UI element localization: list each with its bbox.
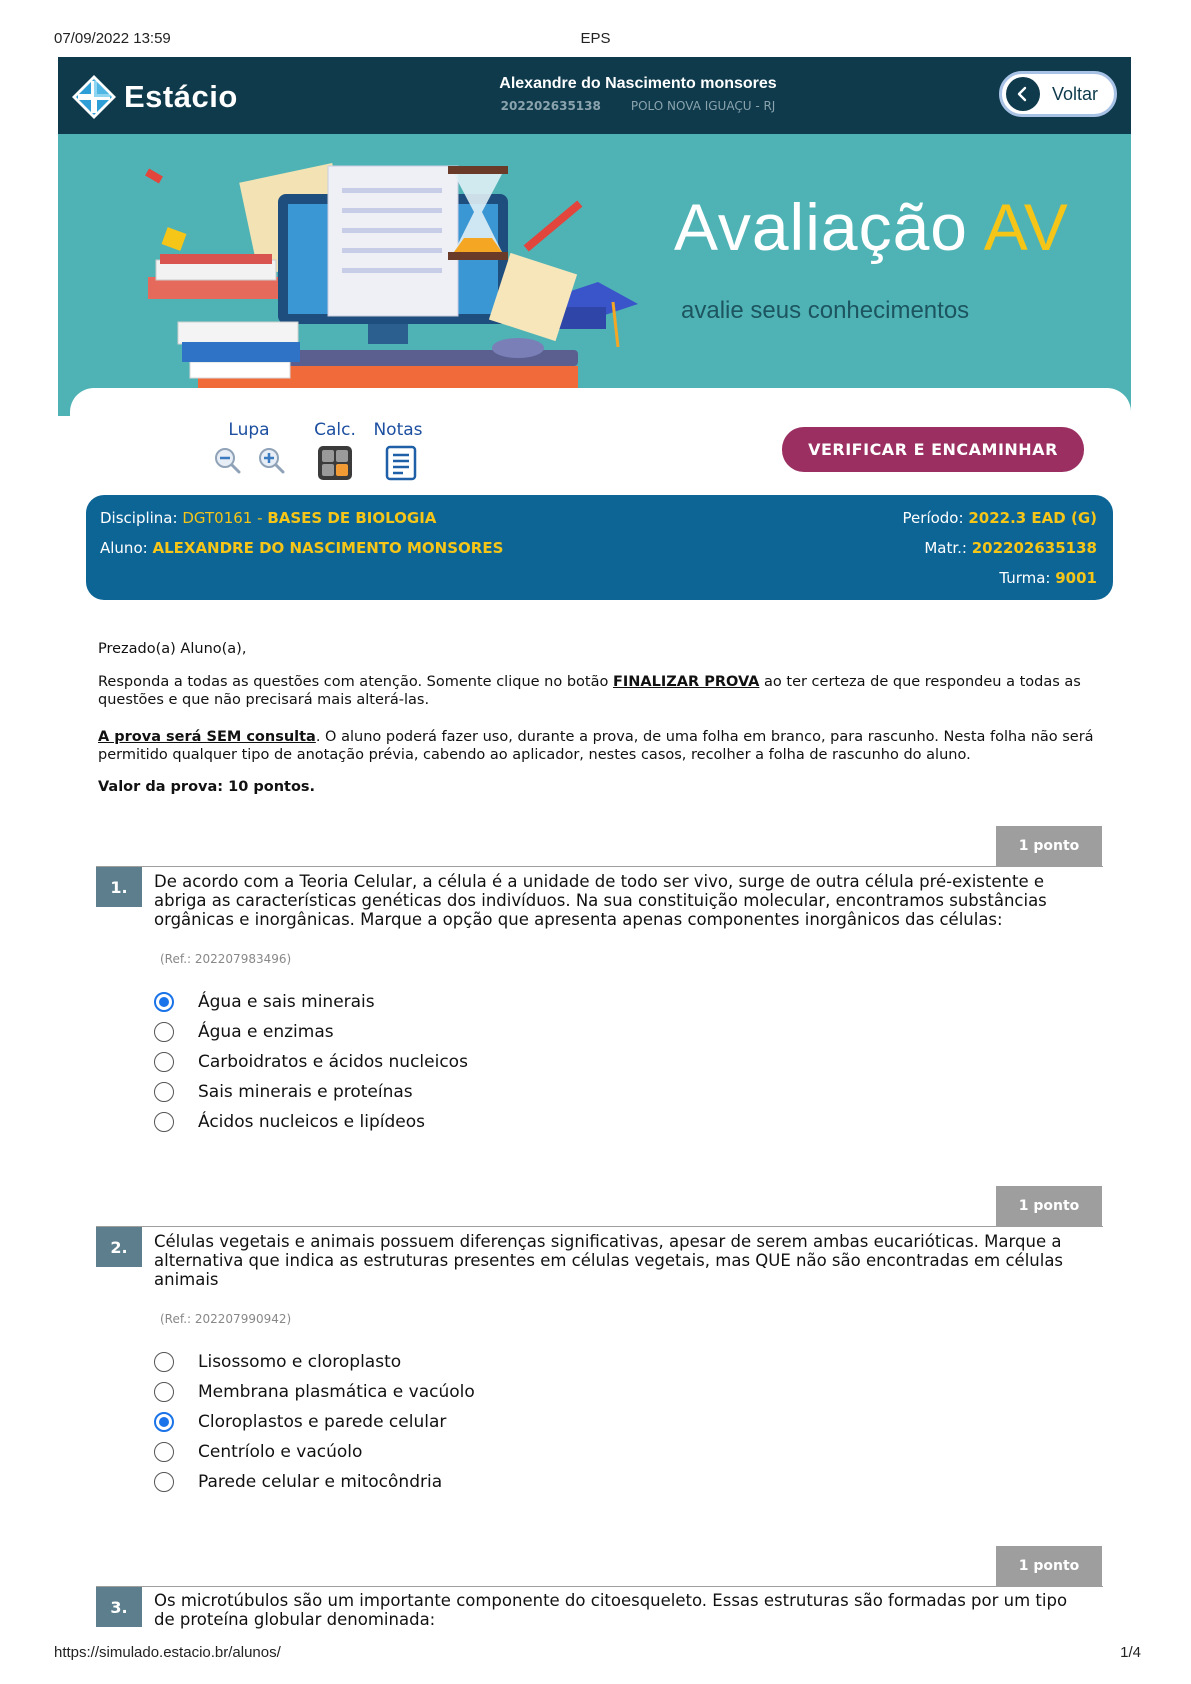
intro-paragraph-2 <box>98 728 1108 764</box>
option-label: Sais minerais e proteínas <box>198 1082 413 1102</box>
intro-sem-consulta: A prova será SEM consulta <box>98 729 316 745</box>
radio-button[interactable] <box>154 1082 174 1102</box>
periodo-row <box>903 509 1097 527</box>
tool-lupa-label: Lupa <box>228 420 270 440</box>
option-label: Lisossomo e cloroplasto <box>198 1352 402 1372</box>
question-2-option-2[interactable] <box>154 1379 475 1405</box>
periodo-label: Período: <box>902 509 964 527</box>
banner-title-accent: AV <box>983 190 1069 264</box>
top-bar <box>58 57 1131 134</box>
radio-button[interactable] <box>154 1442 174 1462</box>
banner-title-main: Avaliação <box>674 190 968 264</box>
tool-calc-label: Calc. <box>314 420 356 440</box>
question-1-number: 1. <box>96 867 142 907</box>
question-1-ref: (Ref.: 202207983496) <box>160 952 292 966</box>
intro-p1-end: ao ter certeza de que respondeu a todas as questões e que não precisará mais alterá-las. <box>98 674 1081 708</box>
radio-button[interactable] <box>154 1112 174 1132</box>
question-3-points: 1 ponto <box>996 1546 1102 1586</box>
print-title: EPS <box>580 30 611 47</box>
question-2-number: 2. <box>96 1227 142 1267</box>
disciplina-name: BASES DE BIOLOGIA <box>267 509 437 527</box>
question-2-option-4[interactable] <box>154 1439 362 1465</box>
banner-subtitle: avalie seus conhecimentos <box>681 297 970 324</box>
zoom-out-icon[interactable] <box>213 446 241 474</box>
option-label: Membrana plasmática e vacúolo <box>198 1382 475 1402</box>
intro-finalizar-text: FINALIZAR PROVA <box>612 674 760 690</box>
print-page-number: 1/4 <box>1120 1644 1141 1661</box>
disciplina-label: Disciplina: <box>100 509 178 527</box>
disciplina-code: DGT0161 <box>182 509 253 527</box>
intro-paragraph-1 <box>98 673 1108 709</box>
chevron-left-icon <box>1006 77 1040 111</box>
aluno-row <box>100 539 503 557</box>
print-datetime: 07/09/2022 13:59 <box>54 30 171 47</box>
print-url: https://simulado.estacio.br/alunos/ <box>54 1644 281 1661</box>
radio-button[interactable] <box>154 1022 174 1042</box>
user-name: Alexandre do Nascimento monsores <box>499 75 777 92</box>
verify-submit-button[interactable]: VERIFICAR E ENCAMINHAR <box>782 427 1084 472</box>
notes-icon[interactable] <box>385 445 417 481</box>
course-info-panel <box>86 495 1113 600</box>
study-illustration <box>98 152 658 402</box>
user-campus: POLO NOVA IGUAÇU - RJ <box>630 99 776 113</box>
question-2-text: Células vegetais e animais possuem diferenças significativas, apesar de serem ambas eucarióticas. Marque a alternativa que indica as estruturas presentes em células vegetais, mas QUE não são encontradas em células animais <box>154 1232 1064 1289</box>
radio-button[interactable] <box>154 1382 174 1402</box>
intro-exam-value: Valor da prova: 10 pontos. <box>98 779 316 795</box>
estacio-logo-icon <box>70 73 118 121</box>
matricula-value: 202202635138 <box>971 539 1097 557</box>
question-3-divider <box>96 1586 1103 1587</box>
question-1-points: 1 ponto <box>996 826 1102 866</box>
intro-greeting: Prezado(a) Aluno(a), <box>98 641 247 657</box>
estacio-logo[interactable] <box>70 71 300 123</box>
print-header <box>0 0 1191 50</box>
exam-banner <box>58 134 1131 416</box>
intro-p2-rest: . O aluno poderá fazer uso, durante a prova, de uma folha em branco, para rascunho. Nesta folha não será permitido qualquer tipo de anotação prévia, cabendo ao aplicador, nestes casos, recolher a folha de rascunho do aluno. <box>98 729 1094 763</box>
question-1-option-3[interactable] <box>154 1049 468 1075</box>
question-1-divider <box>96 866 1103 867</box>
question-2-option-5[interactable] <box>154 1469 442 1495</box>
aluno-name: ALEXANDRE DO NASCIMENTO MONSORES <box>152 539 504 557</box>
tool-notas-label: Notas <box>373 420 423 440</box>
question-2-divider <box>96 1226 1103 1227</box>
option-label: Ácidos nucleicos e lipídeos <box>198 1112 425 1132</box>
disciplina-row <box>100 509 436 527</box>
intro-p1-start: Responda a todas as questões com atenção. Somente clique no botão <box>98 674 609 690</box>
question-2-option-3[interactable] <box>154 1409 446 1435</box>
user-registration: 202202635138 <box>500 99 601 113</box>
print-footer <box>0 1636 1191 1666</box>
question-1-option-4[interactable] <box>154 1079 413 1105</box>
option-label: Água e sais minerais <box>198 992 375 1012</box>
back-button-label: Voltar <box>1052 83 1099 104</box>
question-1-option-5[interactable] <box>154 1109 425 1135</box>
aluno-label: Aluno: <box>100 539 148 557</box>
option-label: Centríolo e vacúolo <box>198 1442 363 1462</box>
question-1-option-2[interactable] <box>154 1019 334 1045</box>
question-3-number: 3. <box>96 1587 142 1627</box>
calculator-icon[interactable] <box>317 445 353 481</box>
turma-label: Turma: <box>999 569 1051 587</box>
matricula-label: Matr.: <box>924 539 967 557</box>
radio-button[interactable] <box>154 1052 174 1072</box>
radio-button[interactable] <box>154 1472 174 1492</box>
zoom-in-icon[interactable] <box>257 446 285 474</box>
question-2-option-1[interactable] <box>154 1349 401 1375</box>
question-2-points: 1 ponto <box>996 1186 1102 1226</box>
periodo-value: 2022.3 EAD (G) <box>968 509 1097 527</box>
question-1-option-1[interactable] <box>154 989 375 1015</box>
radio-button[interactable] <box>154 1412 174 1432</box>
user-info <box>418 75 858 113</box>
matricula-row <box>924 539 1097 557</box>
option-label: Carboidratos e ácidos nucleicos <box>198 1052 468 1072</box>
radio-button[interactable] <box>154 1352 174 1372</box>
logo-text: Estácio <box>124 79 238 114</box>
radio-button[interactable] <box>154 992 174 1012</box>
question-2-ref: (Ref.: 202207990942) <box>160 1312 292 1326</box>
disciplina-separator: - <box>257 509 263 527</box>
option-label: Água e enzimas <box>198 1022 334 1042</box>
option-label: Cloroplastos e parede celular <box>198 1412 447 1432</box>
turma-value: 9001 <box>1055 569 1097 587</box>
turma-row <box>999 569 1097 587</box>
option-label: Parede celular e mitocôndria <box>198 1472 443 1492</box>
banner-title <box>674 189 1069 265</box>
question-1-text: De acordo com a Teoria Celular, a célula é a unidade de todo ser vivo, surge de outra célula pré-existente e abriga as características genéticas dos indivíduos. Na sua constituição molecular, encontramos substâncias orgânicas e inorgânicas. Marque a opção que apresenta apenas componentes inorgânicos das células: <box>154 872 1047 929</box>
back-button[interactable] <box>999 71 1117 117</box>
question-3-text: Os microtúbulos são um importante componente do citoesqueleto. Essas estruturas são formadas por um tipo de proteína globular denominada: <box>154 1591 1068 1629</box>
